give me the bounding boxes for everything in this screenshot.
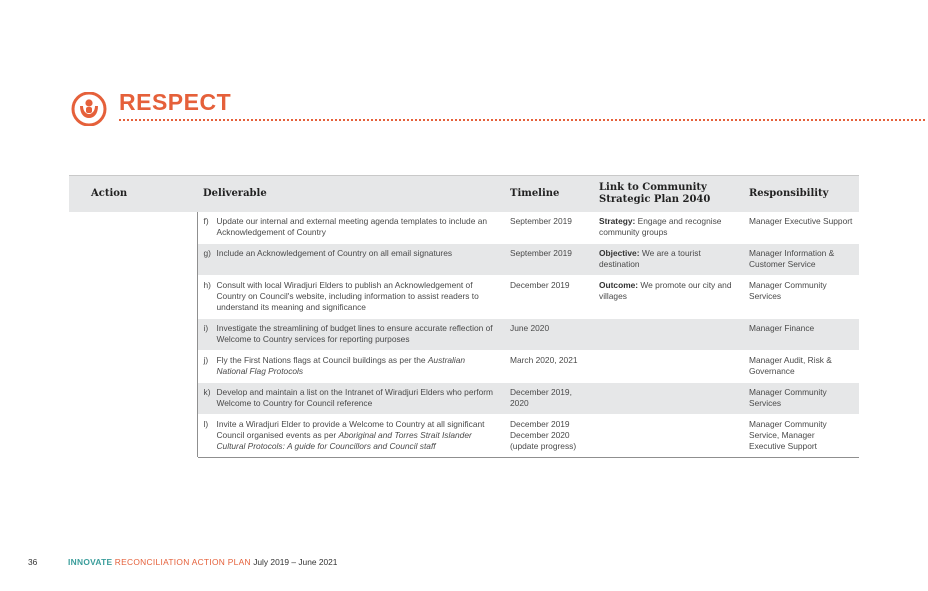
deliverable-text: Develop and maintain a list on the Intranet of Wiradjuri Elders who perform Welcome to Country for Council reference [216, 387, 494, 408]
hands-holding-person-icon [71, 92, 107, 126]
section-title: RESPECT [119, 89, 232, 115]
deliverable-text: Update our internal and external meeting agenda templates to include an Acknowledgement of Country [216, 216, 488, 237]
item-number: i) [203, 323, 209, 333]
deliverable-text: Invite a Wiradjuri Elder to provide a Welcome to Country at all significant Council organised events as per Aboriginal and Torres Strait Islander Cultural Protocols: A guide for Councillors and Council staff [216, 419, 485, 451]
link-text: We promote our city and villages [599, 280, 732, 301]
timeline-line: (update progress) [510, 441, 577, 451]
deliverables-table [69, 175, 859, 458]
header-timeline: Timeline [504, 176, 593, 213]
deliverable-cell [197, 351, 504, 383]
table-row [69, 212, 859, 244]
item-number: h) [203, 280, 211, 290]
action-cell [69, 212, 197, 458]
responsibility-cell: Manager Community Service, Manager Executive Support [743, 415, 859, 458]
item-number: k) [203, 387, 211, 397]
timeline-cell: September 2019 [504, 212, 593, 244]
deliverable-text: Include an Acknowledgement of Country on all email signatures [216, 248, 453, 258]
link-text: We are a tourist destination [599, 248, 701, 269]
protocol-reference: Aboriginal and Torres Strait Islander Cultural Protocols: A guide for Councillors and Council staff [216, 430, 472, 451]
timeline-cell: June 2020 [504, 319, 593, 351]
footer-brand-innovate: INNOVATE [68, 557, 113, 567]
timeline-cell: December 2019 [504, 276, 593, 319]
responsibility-cell: Manager Audit, Risk & Governance [743, 351, 859, 383]
responsibility-cell: Manager Finance [743, 319, 859, 351]
deliverable-cell [197, 319, 504, 351]
timeline-line: December 2020 [510, 430, 570, 440]
item-number: g) [203, 248, 211, 258]
deliverable-cell [197, 415, 504, 458]
timeline-cell: December 2019, 2020 [504, 383, 593, 415]
link-label: Strategy: [599, 216, 636, 226]
table-header-row [69, 176, 859, 213]
item-number: l) [203, 419, 209, 429]
deliverable-cell [197, 244, 504, 276]
deliverable-text: Fly the First Nations flags at Council buildings as per the Australian National Flag Protocols [216, 355, 466, 376]
timeline-cell: March 2020, 2021 [504, 351, 593, 383]
timeline-cell [504, 415, 593, 458]
responsibility-cell: Manager Information & Customer Service [743, 244, 859, 276]
deliverable-text: Consult with local Wiradjuri Elders to publish an Acknowledgement of Country on Council's website, including information to assist readers to understand its meaning and significance [216, 280, 479, 312]
item-number: j) [203, 355, 209, 365]
page-footer [28, 557, 337, 567]
link-label: Objective: [599, 248, 640, 258]
link-cell [593, 319, 743, 351]
link-label: Outcome: [599, 280, 639, 290]
protocol-reference: Australian National Flag Protocols [216, 355, 466, 376]
responsibility-cell: Manager Community Services [743, 276, 859, 319]
link-cell [593, 351, 743, 383]
link-cell [593, 212, 743, 244]
link-cell [593, 276, 743, 319]
header-link: Link to Community Strategic Plan 2040 [593, 176, 743, 213]
header-responsibility: Responsibility [743, 176, 859, 213]
link-cell [593, 383, 743, 415]
link-cell [593, 415, 743, 458]
link-cell [593, 244, 743, 276]
responsibility-cell: Manager Executive Support [743, 212, 859, 244]
title-divider [119, 119, 925, 121]
header-action: Action [69, 176, 197, 213]
link-text: Engage and recognise community groups [599, 216, 722, 237]
footer-period: July 2019 – June 2021 [253, 557, 338, 567]
item-number: f) [203, 216, 209, 226]
deliverable-cell [197, 276, 504, 319]
page-number: 36 [28, 557, 38, 567]
deliverable-cell [197, 383, 504, 415]
footer-brand-rap: RECONCILIATION ACTION PLAN [114, 557, 251, 567]
timeline-line: December 2019 [510, 419, 570, 429]
deliverable-text: Investigate the streamlining of budget lines to ensure accurate reflection of Welcome to Country services for reporting purposes [216, 323, 493, 344]
header-deliverable: Deliverable [197, 176, 504, 213]
deliverable-cell [197, 212, 504, 244]
timeline-cell: September 2019 [504, 244, 593, 276]
responsibility-cell: Manager Community Services [743, 383, 859, 415]
